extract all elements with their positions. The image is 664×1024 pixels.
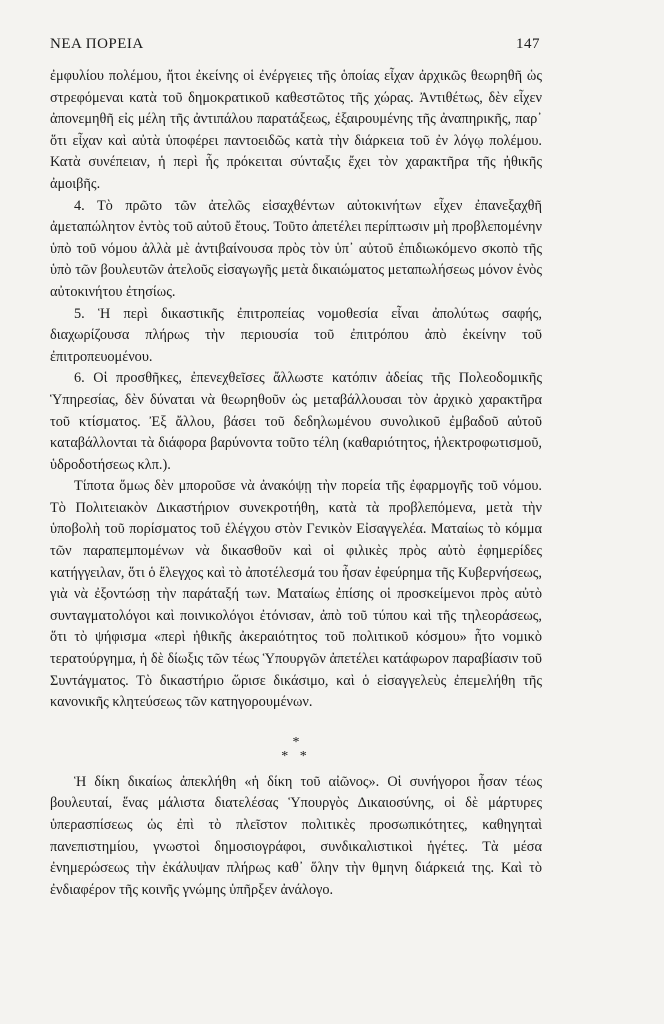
body-text [50,66,542,901]
paragraph: 5. Ἡ περὶ δικαστικῆς ἐπιτροπείας νομοθεσία εἶναι ἀπολύτως σαφής, διαχωρίζουσα πλήρως τὴν περιουσία τοῦ ἐπιτρόπου ἀπὸ ἐκείνην τοῦ ἐπιτροπευομένου. [50,305,542,365]
running-header [50,36,540,53]
separator-asterisk-top: * [292,734,300,750]
page-number: 147 [516,36,540,52]
running-title: ΝΕΑ ΠΟΡΕΙΑ [50,36,144,52]
section-separator [50,736,542,764]
paragraph: 4. Τὸ πρῶτο τῶν ἀτελῶς εἰσαχθέντων αὐτοκινήτων εἶχεν ἐπανεξαχθῆ ἀμεταπώλητον ἐντὸς τοῦ αὐτοῦ ἔτους. Τοῦτο ἀπετέλει περίπτωσιν μὴ προβλεπομένην ὑπὸ τοῦ νόμου ἀλλὰ μὲ ἀντιβαίνουσα πρὸς τὸν ὑπ᾽ αὐτοῦ ἐπιδιωκόμενο σκοπὸ τῆς ὑπὸ τῶν βουλευτῶν ἀτελοῦς εἰσαγωγῆς μετὰ δικαιώματος μεταπωλήσεως μόνον ἑνὸς αὐτοκινήτου ἐτησίως. [50,197,542,300]
paragraph: Τίποτα ὅμως δὲν μποροῦσε νὰ ἀνακόψῃ τὴν πορεία τῆς ἐφαρμογῆς τοῦ νόμου. Τὸ Πολιτειακὸν Δικαστήριον συνεκροτήθη, κατὰ τὰ προβλεπόμενα, μετὰ τὴν ὑποβολὴ τοῦ πορίσματος τοῦ ἐλέγχου στὸν Γενικὸν Εἰσαγγελέα. Ματαίως τὸ κόμμα τῶν παραπεμπομένων νὰ δικασθοῦν καὶ οἱ φιλικὲς πρὸς αὐτὸ ἐφημερίδες κατήγγειλαν, ὅτι ὁ ἔλεγχος καὶ τὸ ἀποτέλεσμά του ἦσαν ἐφεύρημα τῆς Κυβερνήσεως, γιὰ νὰ ἐξοντώσῃ τὴν παράταξή των. Ματαίως ἐπίσης οἱ προσκείμενοι πρὸς αὐτὸ συνταγματολόγοι καὶ ποινικολόγοι ἐτόνισαν, ἀπὸ τοῦ τύπου καὶ τῆς τηλεοράσεως, ὅτι τὸ ψήφισμα «περὶ ἠθικῆς ἀκεραιότητος τοῦ πολιτικοῦ κόσμου» ἦτο νομικὸ τερατούργημα, ἡ δὲ δίωξις τῶν τέως Ὑπουργῶν ἀπετέλει κατάφωρον παραβίασιν τοῦ Συντάγματος. Τὸ δικαστήριο ὥρισε δικάσιμο, καὶ ὁ εἰσαγγελεὺς ἐπεμελήθη τῆς κανονικῆς κλητεύσεως τῶν κατηγορουμένων. [50,478,542,711]
paragraph: Ἡ δίκη δικαίως ἀπεκλήθη «ἡ δίκη τοῦ αἰῶνος». Οἱ συνήγοροι ἦσαν τέως βουλευταί, ἕνας μάλιστα διατελέσας Ὑπουργὸς Δικαιοσύνης, οἱ δὲ μάρτυρες ὑπερασπίσεως ὡς ἐπὶ τὸ πλεῖστον πολιτικὲς προσωπικότητες, καθηγηταὶ πανεπιστημίου, γνωστοὶ δημοσιογράφοι, συνδικαλιστικοὶ ἡγέτες. Τὰ μέσα ἐνημερώσεως τὴν ἐκάλυψαν πλήρως καθ᾽ ὅλην τὴν θμηνη διάρκειά της. Καὶ τὸ ἐνδιαφέρον τῆς κοινῆς γνώμης ὑπῆρξεν ἀνάλογο. [50,773,542,898]
separator-asterisks-bottom: * * [281,748,311,764]
paragraph: ἐμφυλίου πολέμου, ἤτοι ἐκείνης οἱ ἐνέργειες τῆς ὁποίας εἶχαν ἀρχικῶς θεωρηθῆ ὡς στρεφόμεναι κατὰ τοῦ δημοκρατικοῦ καθεστῶτος τῆς χώρας. Ἀντιθέτως, δὲν εἶχεν ἀπονεμηθῆ εἰς μέλη τῆς ἀντιπάλου παρατάξεως, ἐξαιρουμένης τῆς ἀναπηρικῆς, παρ᾽ ὅτι εἶχαν καὶ αὐτὰ ὑποφέρει παντοειδῶς κατὰ τὴν διάρκεια τοῦ ἐν λόγῳ πολέμου. Κατὰ συνέπειαν, ἡ περὶ ἧς πρόκειται σύνταξις ἔχει τὸν χαρακτῆρα τῆς ἠθικῆς ἀμοιβῆς. [50,68,542,192]
paragraph: 6. Οἱ προσθῆκες, ἐπενεχθεῖσες ἄλλωστε κατόπιν ἀδείας τῆς Πολεοδομικῆς Ὑπηρεσίας, δὲν δύναται νὰ θεωρηθοῦν ὡς μεταβάλλουσαι τὸν ἀρχικὸ χαρακτῆρα τοῦ κτίσματος. Ἐξ ἄλλου, βάσει τοῦ δεδηλωμένου συνολικοῦ ἐμβαδοῦ αὐτοῦ καταβάλλονται τὰ διάφορα βαρύνοντα τοῦτο τέλη (καθαριότητος, ἠλεκτροφωτισμοῦ, ὑδροδοτήσεως κλπ.). [50,370,542,473]
